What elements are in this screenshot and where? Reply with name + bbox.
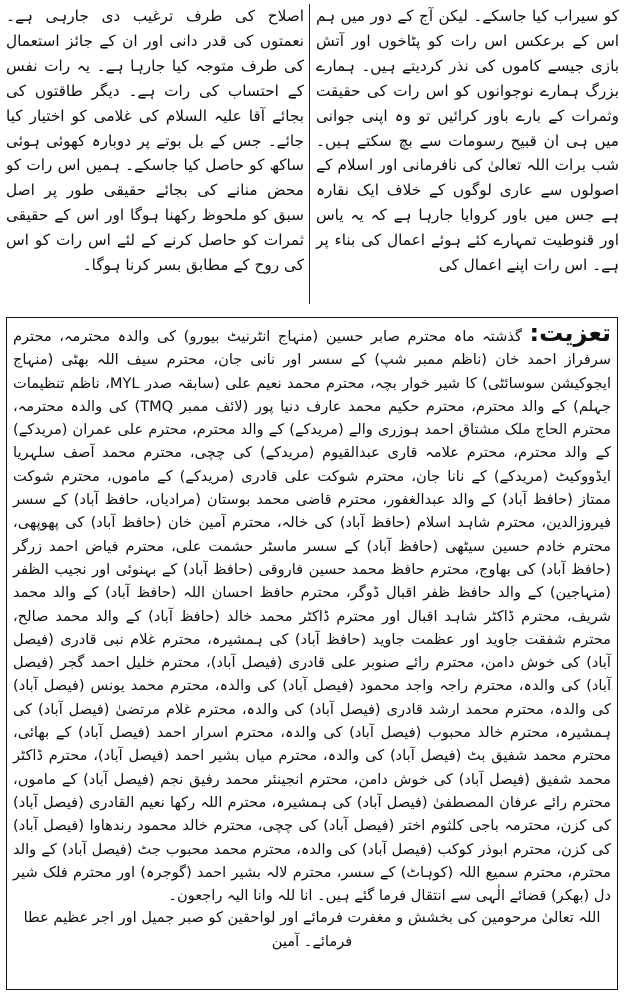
condolence-text	[13, 319, 612, 907]
article-paragraph-right: کو سیراب کیا جاسکے۔ لیکن آج کے دور میں ہم اس کے برعکس اس رات کو پٹاخوں اور آتش بازی جیسے کاموں کی نذر کردیتے ہیں۔ ہمارے بزرگ ہمارے نوجوانوں کو اس رات کی حقیقت وثمرات کے بارے باور کرائیں تو وہ اپنی جوانی میں ہی ان قبیح رسومات سے بچ سکتے ہیں۔ شب برات اللہ تعالیٰ کی نافرمانی اور اسلام کے اصولوں سے عاری لوگوں کے خلاف ایک نقارہ ہے جس میں باور کروایا جارہا ہے کہ یہ یاس اور قنوطیت تمہارے کئے ہوئے اعمال کی بناء پر ہے۔ اس رات اپنے اعمال کی	[316, 7, 619, 275]
condolence-heading: تعزیت:	[529, 319, 612, 347]
condolence-box	[6, 317, 618, 990]
column-divider	[309, 4, 310, 304]
article-paragraph-left: اصلاح کی طرف ترغیب دی جارہی ہے۔ نعمتوں کی قدر دانی اور ان کے جائز استعمال کی طرف متوجہ کیا جارہا ہے۔ یہ رات نفس کے احتساب کی رات ہے۔ دیگر طاقتوں کی بجائے آقا علیہ السلام کی غلامی کو اختیار کیا جائے۔ جس کے بل بوتے پر دوبارہ کھوئی ہوئی ساکھ کو حاصل کیا جاسکے۔ ہمیں اس رات کو محض منانے کی بجائے حقیقی طور پر اصل سبق کو ملحوظ رکھنا ہوگا اور اس کے حقیقی ثمرات کو حاصل کرنے کے لئے اس رات کو اس کی روح کے مطابق بسر کرنا ہوگا۔	[6, 7, 304, 275]
article-column-left	[6, 4, 304, 278]
article-column-right	[316, 4, 619, 278]
condolence-closing: اللہ تعالیٰ مرحومین کی بخشش و مغفرت فرمائے اور لواحقین کو صبر جمیل اور اجر عظیم عطا فرمائے۔ آمین	[23, 909, 601, 950]
condolence-body: گذشتہ ماہ محترم صابر حسین (منہاج انٹرنیٹ بیورو) کی والدہ محترمہ، محترم سرفراز احمد خان (ناظم ممبر شپ) کے سسر اور نانی جان، محترم سیف اللہ بھٹی (منہاج ایجوکیشن سوسائٹی) کا شیر خوار بچہ، محترم محمد نعیم علی (سابقہ صدر MYL، ناظم تنظیمات جہلم) کے والد محترم، محترم حکیم محمد عارف دنیا پور (لائف ممبر TMQ) کی والدہ محترمہ، محترم الحاج ملک مشتاق احمد ہوزری والے (مریدکے) کے والد محترم، محترم علی عمران (مریدکے) کے والد محترم، محترم علامہ قاری عبدالقیوم (مریدکے) کی چچی، محترم محمد آصف سلہریا ایڈووکیٹ (مریدکے) کے نانا جان، محترم شوکت علی قادری (مریدکے) کے ماموں، محترم شوکت ممتاز (حافظ آباد) کے والد عبدالغفور، محترم قاضی محمد بوستان (مرادیاں، حافظ آباد) کے سسر فیروزالدین، محترم شاہد اسلام (حافظ آباد) کی خالہ، محترم آمین خان (حافظ آباد) کی پھوپھی، محترم خادم حسین سیٹھی (حافظ آباد) کے سسر ماسٹر حشمت علی، محترم فیاض احمد زرگر (حافظ آباد) کی بھاوج، محترم حافظ محمد حسین فاروقی (حافظ آباد) کے بہنوئی اور نجیب الظفر (منہاجین) کے والد حافظ ظفر اقبال ڈوگر، محترم حافظ احسان اللہ (حافظ آباد) کے والد محمد شریف، محترم ڈاکٹر شاہد اقبال اور محترم ڈاکٹر محمد خالد (حافظ آباد) کے والد محمد صالح، محترم شفقت جاوید اور عظمت جاوید (حافظ آباد) کی ہمشیرہ، محترم غلام نبی قادری (فیصل آباد) کی خوش دامن، محترم رائے صنوبر علی قادری (فیصل آباد)، محترم خلیل احمد گجر (فیصل آباد) کی والدہ، محترم راجہ واجد محمود (فیصل آباد) کی والدہ، محترم محمد یونس (فیصل آباد) کی والدہ، محترم محمد ارشد قادری (فیصل آباد) کی والدہ، محترم غلام مرتضیٰ (فیصل آباد) کی ہمشیرہ، محترم خالد محبوب (فیصل آباد) کی والدہ، محترم اسرار احمد (فیصل آباد) کے بھائی، محترم محمد شفیق بٹ (فیصل آباد) کی والدہ، محترم میاں بشیر احمد (فیصل آباد)، محترم ڈاکٹر محمد شفیق (فیصل آباد) کی خوش دامن، محترم انجینئر محمد رفیق نجم (فیصل آباد) کے ماموں، محترم رائے عرفان المصطفیٰ (فیصل آباد) کی ہمشیرہ، محترم اللہ رکھا نعیم القادری (فیصل آباد) کی کزن، محترمہ باجی کلثوم اختر (فیصل آباد) کی چچی، محترم خالد محمود رندھاوا (فیصل آباد) کی کزن، محترم ابوذر کوکب (فیصل آباد) کی والدہ، محترم محمد محبوب جٹ (فیصل آباد) کے والد محترم، محترم سمیع اللہ (کوہاٹ) کے سسر، محترم لالہ بشیر احمد (گوجرہ) اور محترم فلک شیر دل (بھکر) قضائے الٰہی سے انتقال فرما گئے ہیں۔ انا للہ وانا الیہ راجعون۔	[13, 328, 611, 905]
condolence-closing-block	[13, 906, 611, 953]
